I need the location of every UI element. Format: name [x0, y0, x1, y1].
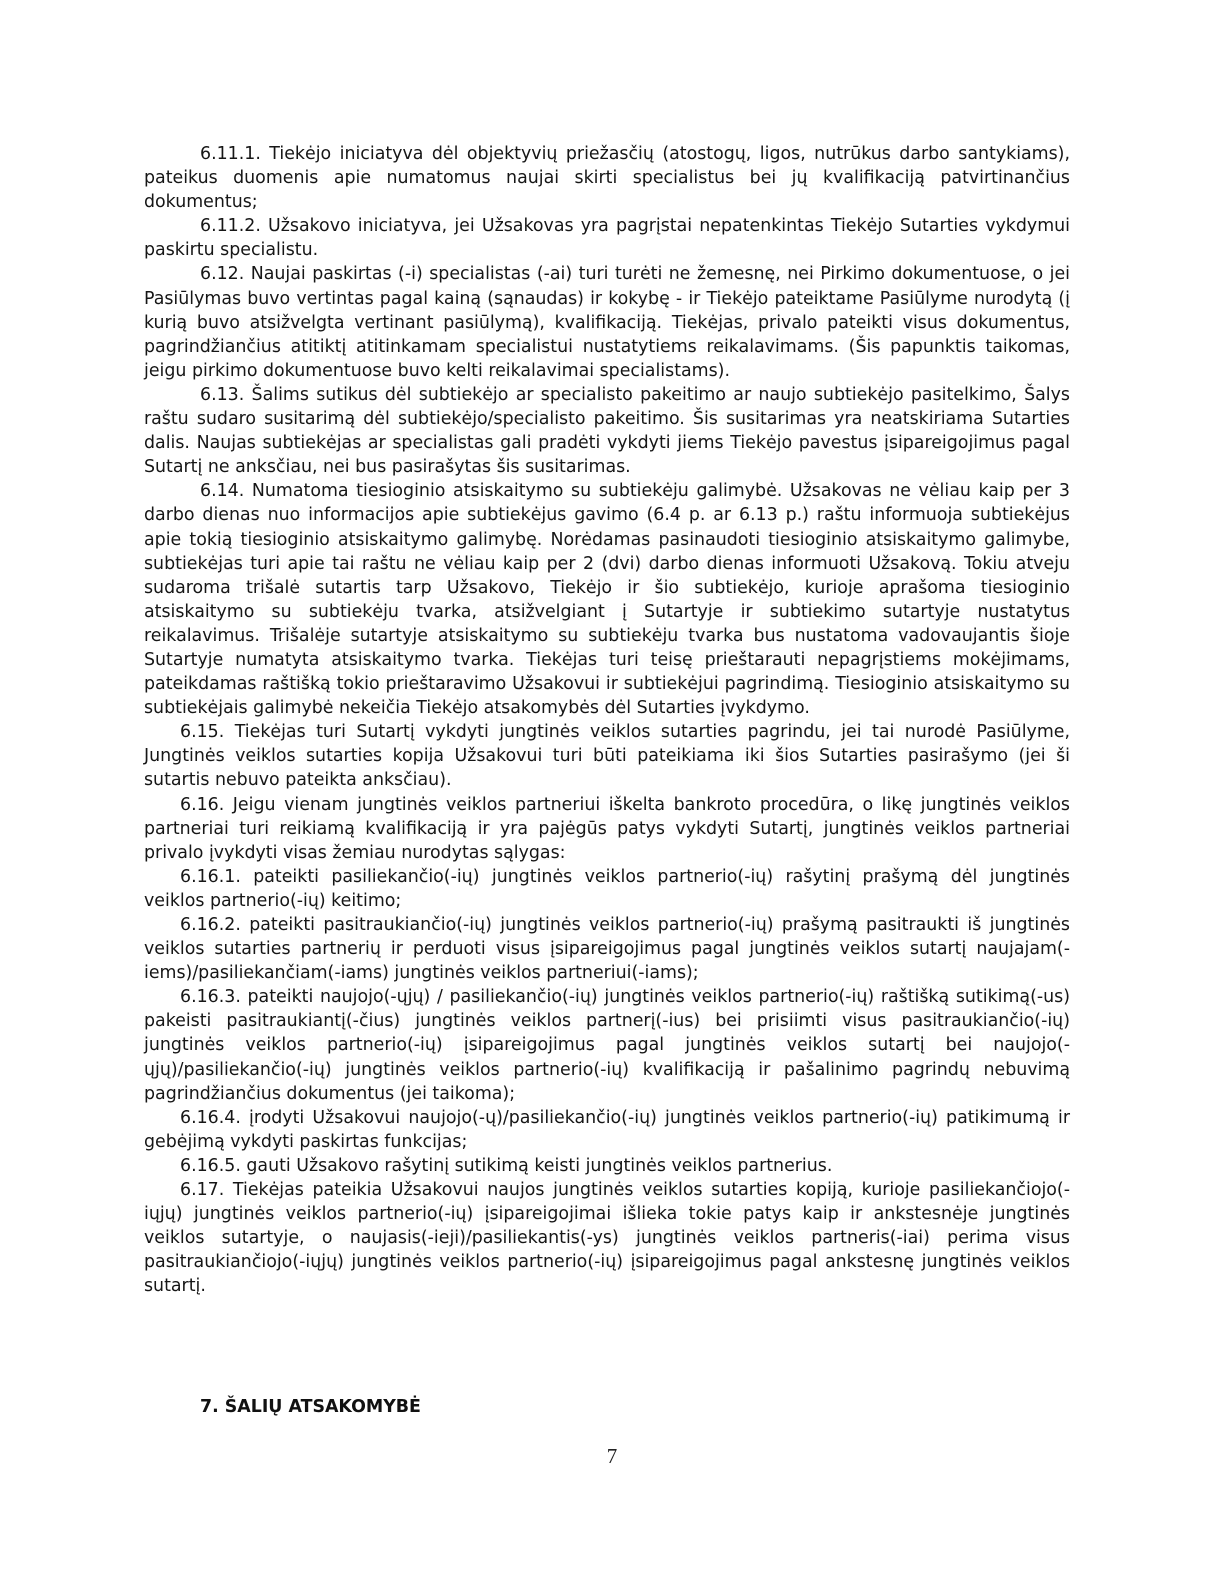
- paragraph-6-11-2: 6.11.2. Užsakovo iniciatyva, jei Užsakovas yra pagrįstai nepatenkintas Tiekėjo Sutarties vykdymui paskirtu specialistu.: [144, 216, 1070, 261]
- paragraph-6-16-1: 6.16.1. pateikti pasiliekančio(-ių) jungtinės veiklos partnerio(-ių) rašytinį prašymą dėl jungtinės veiklos partnerio(-ių) keitimo;: [144, 866, 1070, 911]
- paragraph-6-13: 6.13. Šalims sutikus dėl subtiekėjo ar specialisto pakeitimo ar naujo subtiekėjo pasitelkimo, Šalys raštu sudaro susitarimą dėl subtiekėjo/specialisto pakeitimo. Šis susitarimas yra neatskiriama Sutarties dalis. Naujas subtiekėjas ar specialistas gali pradėti vykdyti jiems Tiekėjo pavestus įsipareigojimus pagal Sutartį ne anksčiau, nei bus pasirašytas šis susitarimas.: [144, 384, 1070, 478]
- paragraph-6-16-4: 6.16.4. įrodyti Užsakovui naujojo(-ų)/pasiliekančio(-ių) jungtinės veiklos partnerio(-ių) patikimumą ir gebėjimą vykdyti paskirtas funkcijas;: [144, 1107, 1070, 1152]
- document-body: [144, 142, 1070, 1299]
- paragraph-6-12: 6.12. Naujai paskirtas (-i) specialistas (-ai) turi turėti ne žemesnę, nei Pirkimo dokumentuose, o jei Pasiūlymas buvo vertintas pagal kainą (sąnaudas) ir kokybę - ir Tiekėjo pateiktame Pasiūlyme nurodytą (į kurią buvo atsižvelgta vertinant pasiūlymą), kvalifikaciją. Tiekėjas, privalo pateikti visus dokumentus, pagrindžiančius atitiktį atitinkamam specialistui nustatytiems reikalavimams. (Šis papunktis taikomas, jeigu pirkimo dokumentuose buvo kelti reikalavimai specialistams).: [144, 264, 1070, 381]
- paragraph-6-15: 6.15. Tiekėjas turi Sutartį vykdyti jungtinės veiklos sutarties pagrindu, jei tai nurodė Pasiūlyme, Jungtinės veiklos sutarties kopija Užsakovui turi būti pateikiama iki šios Sutarties pasirašymo (jei ši sutartis nebuvo pateikta anksčiau).: [144, 722, 1070, 791]
- paragraph-6-11-1: 6.11.1. Tiekėjo iniciatyva dėl objektyvių priežasčių (atostogų, ligos, nutrūkus darbo santykiams), pateikus duomenis apie numatomus naujai skirti specialistus bei jų kvalifikaciją patvirtinančius dokumentus;: [144, 144, 1070, 213]
- paragraph-6-14: 6.14. Numatoma tiesioginio atsiskaitymo su subtiekėju galimybė. Užsakovas ne vėliau kaip per 3 darbo dienas nuo informacijos apie subtiekėjus gavimo (6.4 p. ar 6.13 p.) raštu informuoja subtiekėjus apie tokią tiesioginio atsiskaitymo galimybę. Norėdamas pasinaudoti tiesioginio atsiskaitymo galimybe, subtiekėjas turi apie tai raštu ne vėliau kaip per 2 (dvi) darbo dienas informuoti Užsakovą. Tokiu atveju sudaroma trišalė sutartis tarp Užsakovo, Tiekėjo ir šio subtiekėjo, kurioje aprašoma tiesioginio atsiskaitymo su subtiekėju tvarka, atsižvelgiant į Sutartyje ir subtiekimo sutartyje nustatytus reikalavimus. Trišalėje sutartyje atsiskaitymo su subtiekėju tvarka bus nustatoma vadovaujantis šioje Sutartyje numatyta atsiskaitymo tvarka. Tiekėjas turi teisę prieštarauti nepagrįstiems mokėjimams, pateikdamas raštišką tokio prieštaravimo Užsakovui ir subtiekėjui pagrindimą. Tiesioginio atsiskaitymo su subtiekėjais galimybė nekeičia Tiekėjo atsakomybės dėl Sutarties įvykdymo.: [144, 481, 1070, 719]
- paragraph-6-16-3: 6.16.3. pateikti naujojo(-ųjų) / pasiliekančio(-ių) jungtinės veiklos partnerio(-ių) raštišką sutikimą(-us) pakeisti pasitraukiantį(-čius) jungtinės veiklos partnerį(-ius) bei prisiimti visus pasitraukiančio(-ių) jungtinės veiklos partnerio(-ių) įsipareigojimus pagal jungtinės veiklos sutartį bei naujojo(-ųjų)/pasiliekančio(-ių) jungtinės veiklos partnerio(-ių) kvalifikaciją ir pašalinimo pagrindų nebuvimą pagrindžiančius dokumentus (jei taikoma);: [144, 987, 1070, 1104]
- section-heading: 7. ŠALIŲ ATSAKOMYBĖ: [200, 1397, 421, 1417]
- paragraph-6-16-2: 6.16.2. pateikti pasitraukiančio(-ių) jungtinės veiklos partnerio(-ių) prašymą pasitraukti iš jungtinės veiklos sutarties partnerių ir perduoti visus įsipareigojimus pagal jungtinės veiklos sutartį naujajam(-iems)/pasiliekančiam(-iams) jungtinės veiklos partneriui(-iams);: [144, 915, 1070, 984]
- page-number: 7: [606, 1444, 618, 1468]
- paragraph-6-17: 6.17. Tiekėjas pateikia Užsakovui naujos jungtinės veiklos sutarties kopiją, kurioje pasiliekančiojo(-iųjų) jungtinės veiklos partnerio(-ių) įsipareigojimai išlieka tokie patys kaip ir ankstesnėje jungtinės veiklos sutartyje, o naujasis(-ieji)/pasiliekantis(-ys) jungtinės veiklos partneris(-iai) perima visus pasitraukiančiojo(-iųjų) jungtinės veiklos partnerio(-ių) įsipareigojimus pagal ankstesnę jungtinės veiklos sutartį.: [144, 1180, 1070, 1297]
- paragraph-6-16: 6.16. Jeigu vienam jungtinės veiklos partneriui iškelta bankroto procedūra, o likę jungtinės veiklos partneriai turi reikiamą kvalifikaciją ir yra pajėgūs patys vykdyti Sutartį, jungtinės veiklos partneriai privalo įvykdyti visas žemiau nurodytas sąlygas:: [144, 794, 1070, 863]
- paragraph-6-16-5: 6.16.5. gauti Užsakovo rašytinį sutikimą keisti jungtinės veiklos partnerius.: [180, 1155, 833, 1176]
